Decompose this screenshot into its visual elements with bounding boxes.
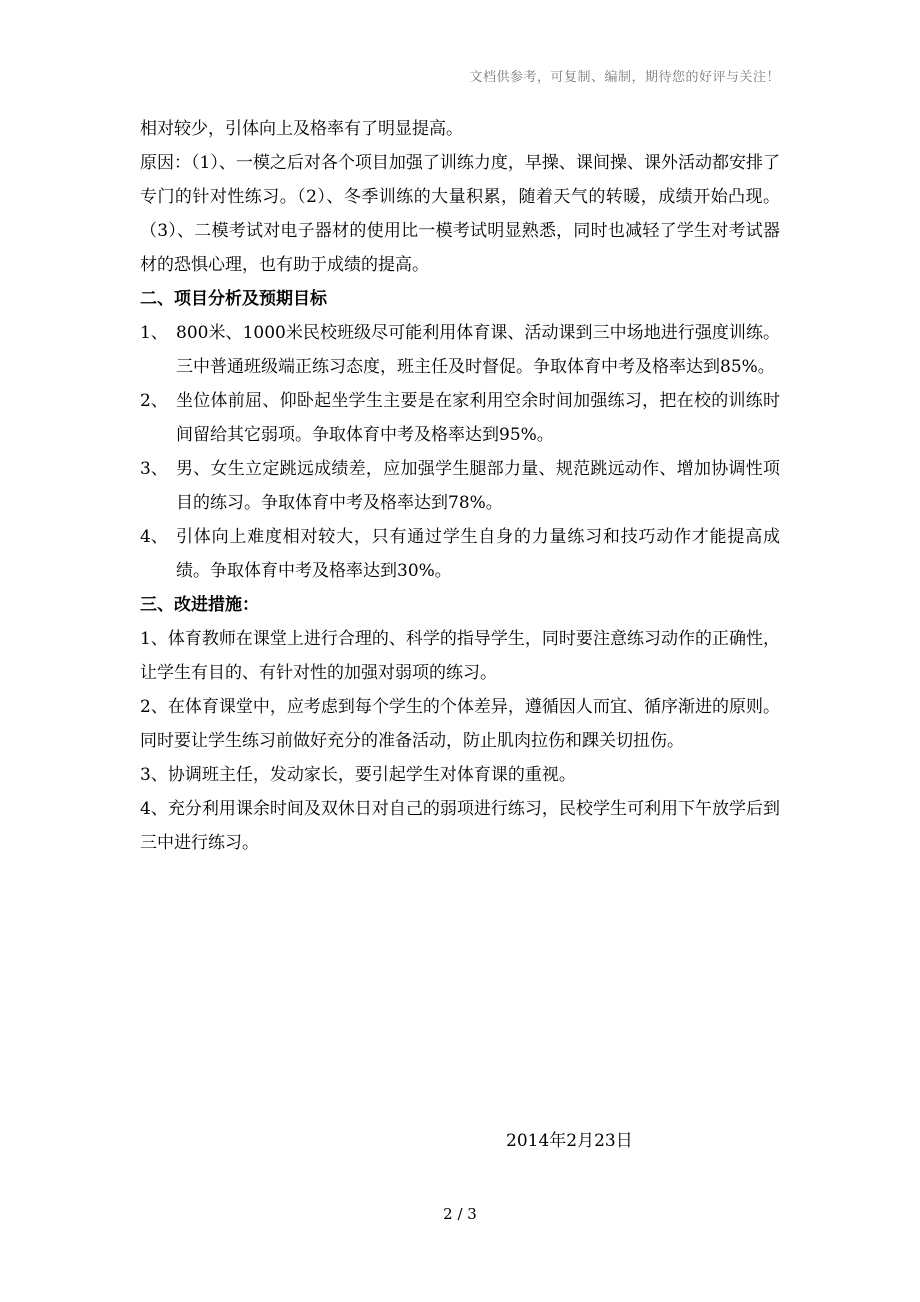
page-number: 2 / 3 [443,1205,477,1223]
intro-line: 相对较少，引体向上及格率有了明显提高。 [140,119,463,139]
measure-paragraph: 4、充分利用课余时间及双休日对自己的弱项进行练习，民校学生可利用下午放学后到三中进行练习。 [140,799,780,853]
list-item [140,384,780,452]
list-item-number: 1、 [140,323,168,343]
measure-paragraph: 3、协调班主任，发动家长，要引起学生对体育课的重视。 [140,765,576,785]
list-item [140,452,780,520]
list-item-text: 引体向上难度相对较大，只有通过学生自身的力量练习和技巧动作才能提高成绩。争取体育中考及格率达到30%。 [176,527,780,581]
list-item [140,520,780,588]
document-body [140,112,780,860]
list-item-text: 男、女生立定跳远成绩差，应加强学生腿部力量、规范跳远动作、增加协调性项目的练习。争取体育中考及格率达到78%。 [176,459,780,513]
measure-paragraph: 1、体育教师在课堂上进行合理的、科学的指导学生，同时要注意练习动作的正确性，让学生有目的、有针对性的加强对弱项的练习。 [140,629,780,683]
section-3-heading: 三、改进措施： [140,595,259,615]
list-item-text: 坐位体前屈、仰卧起坐学生主要是在家利用空余时间加强练习，把在校的训练时间留给其它弱项。争取体育中考及格率达到95%。 [176,391,780,445]
list-item-number: 2、 [140,391,168,411]
list-item-number: 3、 [140,459,168,479]
list-item-number: 4、 [140,527,168,547]
document-date: 2014年2月23日 [506,1131,633,1151]
list-item-text: 800米、1000米民校班级尽可能利用体育课、活动课到三中场地进行强度训练。三中普通班级端正练习态度，班主任及时督促。争取体育中考及格率达到85%。 [176,323,780,377]
list-item [140,316,780,384]
measure-paragraph: 2、在体育课堂中，应考虑到每个学生的个体差异，遵循因人而宜、循序渐进的原则。同时要让学生练习前做好充分的准备活动，防止肌肉拉伤和踝关切扭伤。 [140,697,780,751]
header-note: 文档供参考，可复制、编制，期待您的好评与关注！ [469,70,780,85]
reasons-paragraph: 原因：（1）、一模之后对各个项目加强了训练力度，早操、课间操、课外活动都安排了专门的针对性练习。（2）、冬季训练的大量积累，随着天气的转暖，成绩开始凸现。（3）、二模考试对电子器材的使用比一模考试明显熟悉，同时也减轻了学生对考试器材的恐惧心理，也有助于成绩的提高。 [140,153,780,275]
section-2-heading: 二、项目分析及预期目标 [140,289,327,309]
